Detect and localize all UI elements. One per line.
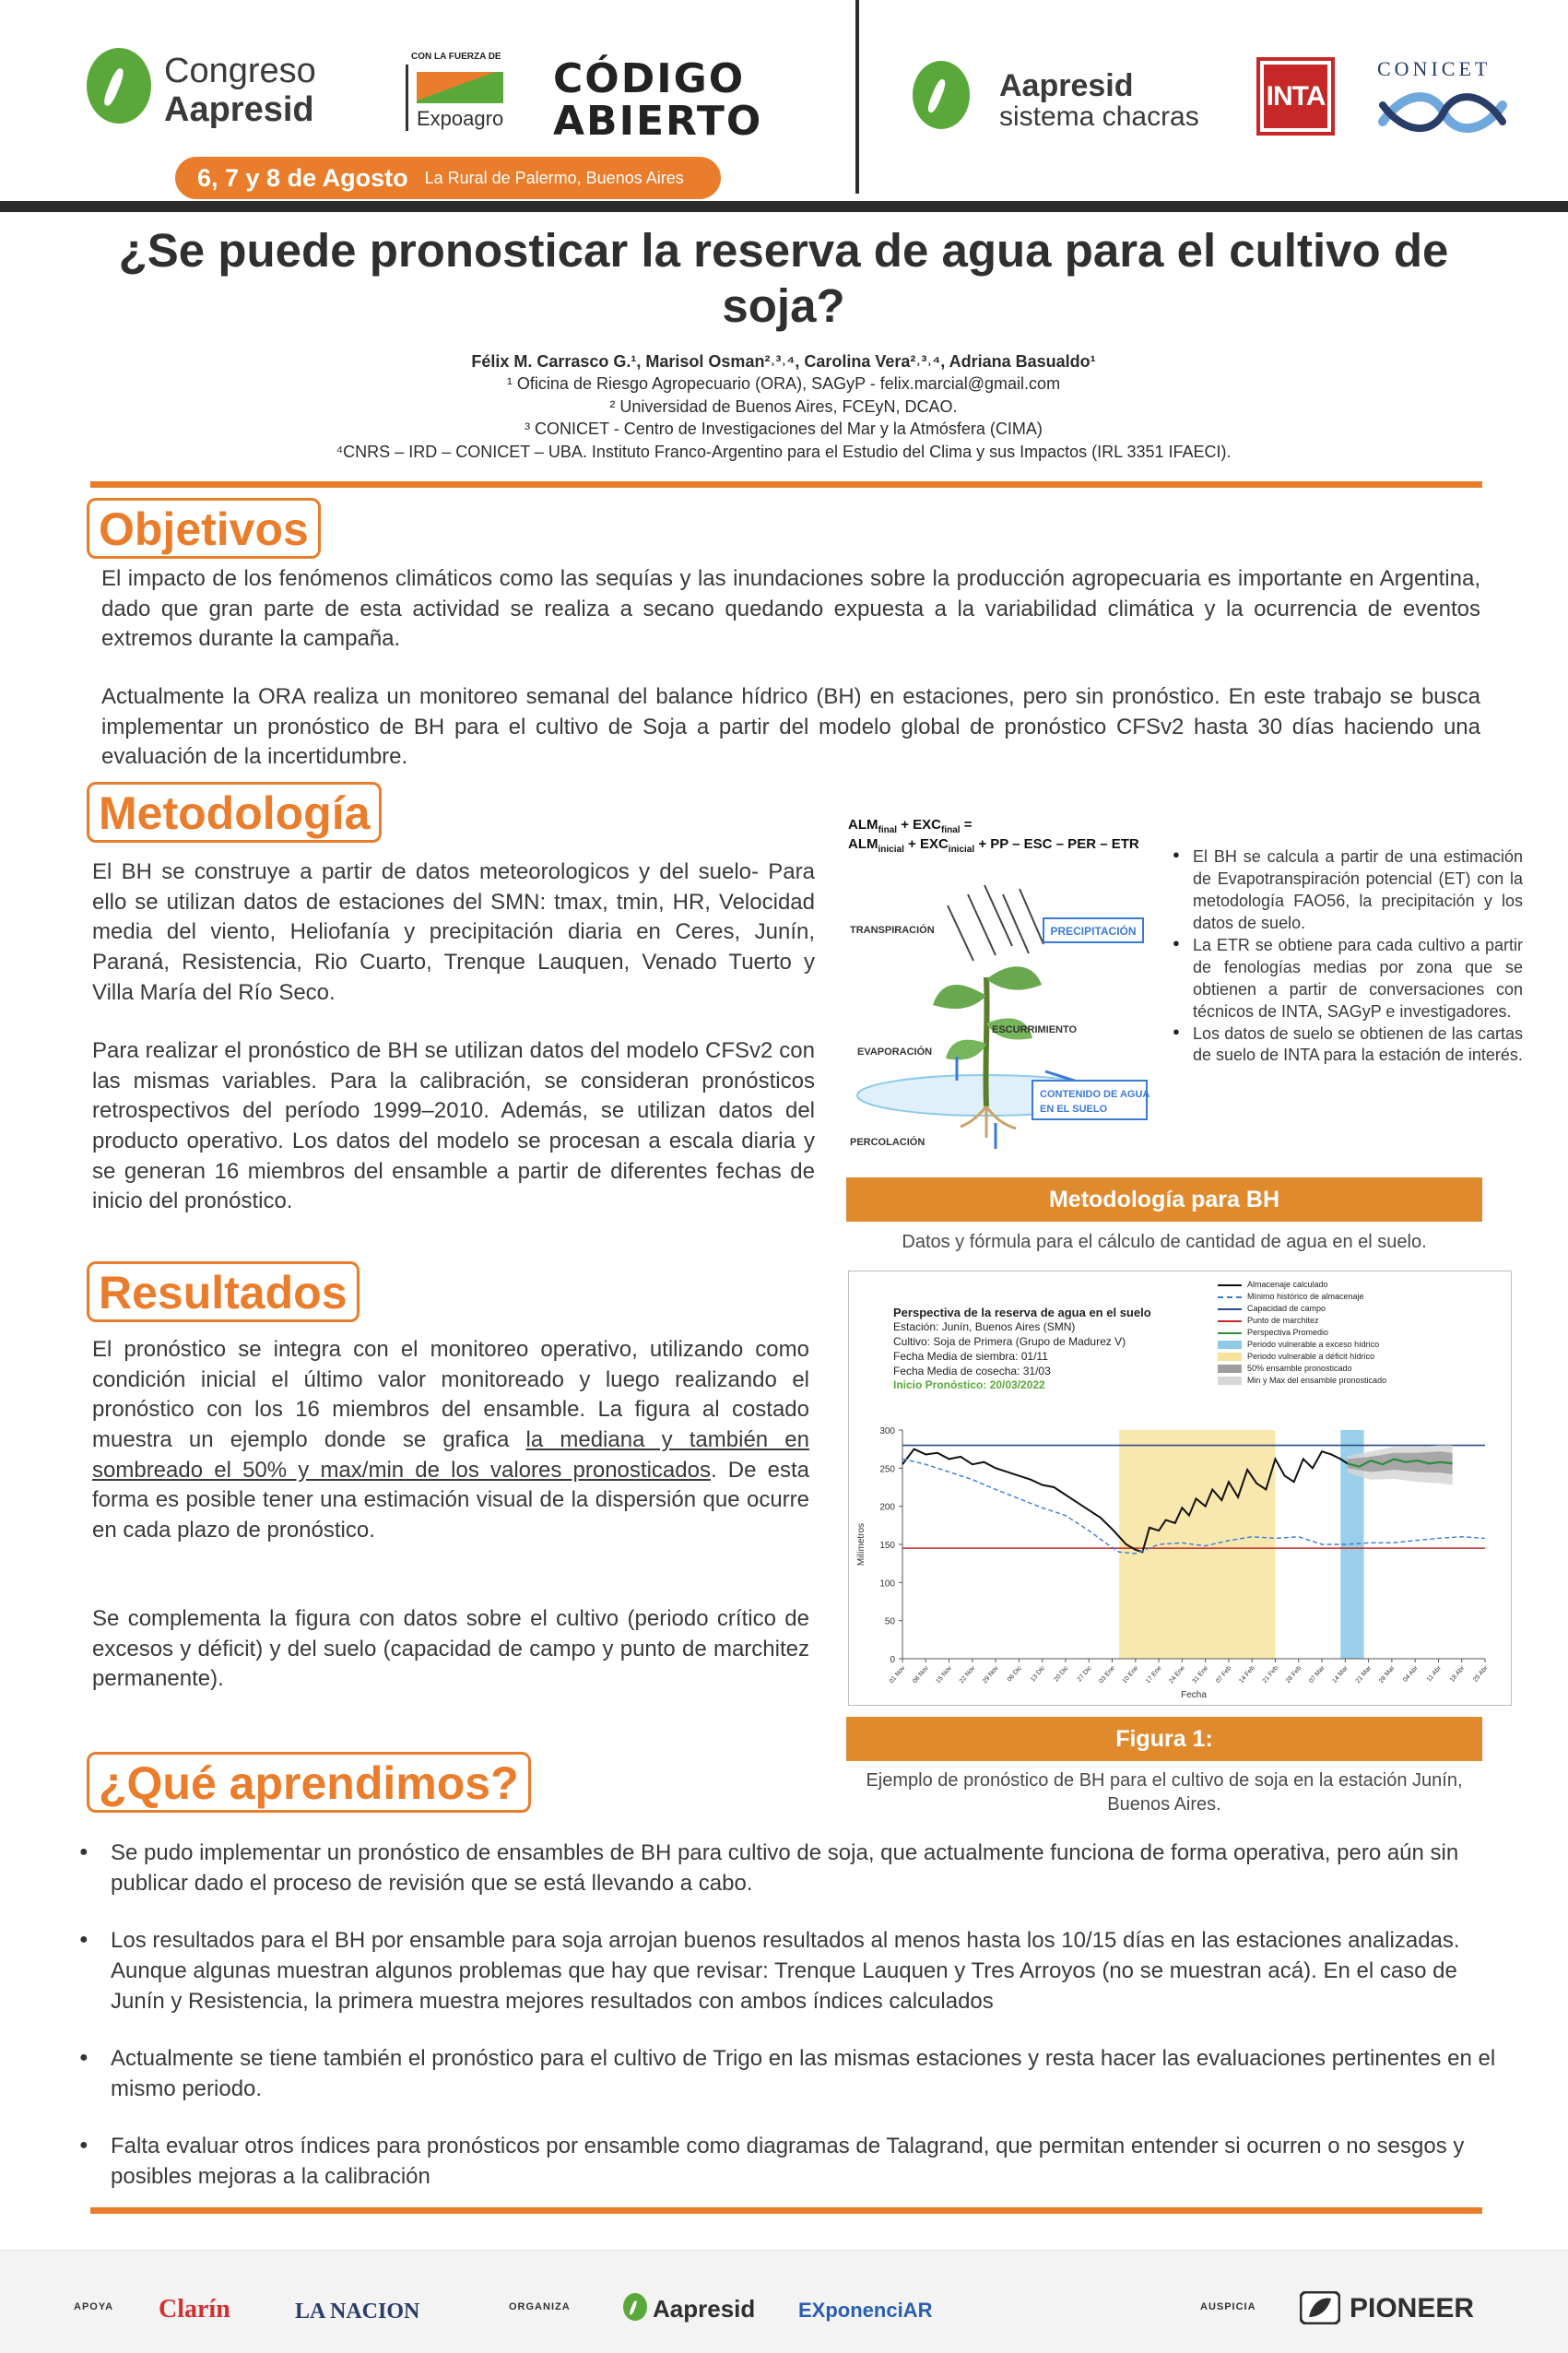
event-place: La Rural de Palermo, Buenos Aires	[424, 168, 684, 187]
legend-label: 50% ensamble pronosticado	[1247, 1364, 1352, 1373]
inta-logo-text: INTA	[1264, 65, 1327, 128]
x-tick-label: 06 Dic	[1006, 1664, 1023, 1684]
x-tick-label: 31 Ene	[1191, 1664, 1210, 1685]
aapresid-footer-logo: Aapresid	[653, 2295, 756, 2323]
x-tick-label: 21 Feb	[1261, 1664, 1280, 1685]
x-tick-label: 04 Abr	[1402, 1664, 1420, 1684]
lanacion-logo: LA NACION	[295, 2300, 420, 2323]
resultados-underlined-text: la mediana y también en sombreado el 50% y max/min de los valores pronosticados	[92, 1426, 809, 1483]
objetivos-paragraph-1: El impacto de los fenómenos climáticos como las sequías y las inundaciones sobre la producción agropecuaria es importante en Argentina, dado que gran parte de esta actividad se realiza a secano quedando expuesta a la variabilidad climática y la ocurrencia de eventos extremos durante la campaña.	[101, 566, 1480, 652]
x-tick-label: 14 Feb	[1238, 1664, 1256, 1685]
expoagro-flag-icon	[417, 72, 503, 103]
clarin-logo: Clarín	[159, 2295, 230, 2323]
apoya-label: APOYA	[74, 2301, 114, 2312]
codigo-abierto-logo	[553, 55, 763, 145]
method-figure-caption: Datos y fórmula para el cálculo de cantidad de agua en el suelo.	[902, 1232, 1427, 1252]
pioneer-logo: PIONEER	[1350, 2293, 1475, 2323]
x-tick-label: 27 Dic	[1076, 1664, 1093, 1684]
formula-term: + EXC	[897, 817, 941, 833]
legend-label: Capacidad de campo	[1247, 1304, 1326, 1313]
method-bullet: ● La ETR se obtiene para cada cultivo a partir de fenologías medias por zona que se obtienen a partir de conversaciones con técnicos de INTA, SAGyP e investigadores.	[1173, 935, 1523, 1023]
codigo-line2: ABIERTO	[553, 98, 763, 145]
label-percolacion: PERCOLACIÓN	[850, 1137, 925, 1148]
poster-title: ¿Se puede pronosticar la reserva de agua para el cultivo de soja?	[118, 224, 1449, 332]
x-tick-label: 20 Dic	[1053, 1664, 1070, 1684]
header-rule	[0, 201, 1568, 212]
expoagro-label: Expoagro	[417, 107, 504, 130]
legend-label: Periodo vulnerable a déficit hídrico	[1247, 1352, 1375, 1361]
poster-header	[0, 0, 1568, 212]
lesson-item: ● Actualmente se tiene también el pronóstico para el cultivo de Trigo en las mismas estaciones y resta hacer las evaluaciones pertinentes en el mismo periodo.	[79, 2044, 1499, 2104]
y-tick-label: 0	[890, 1655, 895, 1665]
chart-info-line: Cultivo: Soja de Primera (Grupo de Madurez V)	[893, 1334, 1126, 1348]
sistema-line2: sistema chacras	[999, 101, 1199, 132]
aprendimos-heading: ¿Qué aprendimos?	[87, 1752, 531, 1813]
sponsor-footer	[0, 2250, 1568, 2353]
y-tick-label: 100	[879, 1579, 895, 1590]
author-names: Félix M. Carrasco G.¹, Marisol Osman²˒³˒⁴, Carolina Vera²˒³˒⁴, Adriana Basualdo¹	[471, 352, 1096, 371]
formula-sub: final	[878, 825, 898, 835]
method-bullet-list	[1173, 846, 1523, 1067]
chart-forecast-start: Inicio Pronóstico: 20/03/2022	[893, 1378, 1045, 1392]
label-transpiracion: TRANSPIRACIÓN	[850, 925, 935, 936]
label-precipitacion: PRECIPITACIÓN	[1050, 925, 1137, 938]
authors-block	[92, 350, 1475, 463]
objetivos-heading: Objetivos	[87, 498, 321, 559]
formula-term: ALM	[848, 836, 878, 852]
legend-label: Periodo vulnerable a exceso hídrico	[1247, 1340, 1380, 1349]
codigo-line1: CÓDIGO	[553, 55, 746, 102]
x-tick-label: 07 Mar	[1308, 1664, 1326, 1685]
x-tick-label: 14 Mar	[1331, 1664, 1350, 1685]
congreso-line2: Aapresid	[164, 90, 314, 129]
x-tick-label: 11 Abr	[1425, 1664, 1443, 1684]
figure-1-caption: Ejemplo de pronóstico de BH para el cultivo de soja en la estación Junín, Buenos Aires.	[866, 1770, 1463, 1815]
resultados-heading: Resultados	[87, 1261, 360, 1322]
formula-sub: final	[941, 825, 961, 835]
x-tick-label: 29 Nov	[982, 1664, 1000, 1685]
y-tick-label: 250	[879, 1464, 895, 1475]
legend-label: Almacenaje calculado	[1247, 1280, 1328, 1289]
x-tick-label: 10 Ene	[1121, 1664, 1140, 1685]
event-date: 6, 7 y 8 de Agosto	[197, 163, 408, 192]
chart-info-line: Fecha Media de cosecha: 31/03	[893, 1364, 1051, 1378]
formula-sub: inicial	[878, 845, 904, 855]
conicet-logo-text: CONICET	[1377, 57, 1491, 80]
chart-plot	[849, 1271, 1511, 1705]
x-tick-label: 28 Feb	[1284, 1664, 1303, 1685]
chart-info-line: Fecha Media de siembra: 01/11	[893, 1349, 1048, 1363]
aapresid-footer-icon	[623, 2293, 647, 2321]
chart-title: Perspectiva de la reserva de agua en el suelo	[893, 1306, 1151, 1319]
resultados-text: El pronóstico se integra con el monitoreo operativo, utilizando como condición inicial el último valor monitoreado y luego realizando el pronóstico con los 16 miembros del ensamble. La figura al costado muestra un ejemplo donde se grafica	[92, 1337, 809, 1452]
reserve-forecast-chart	[848, 1271, 1512, 1706]
metodologia-heading: Metodología	[87, 782, 382, 843]
x-tick-label: 03 Ene	[1098, 1664, 1117, 1685]
lesson-item: ● Los resultados para el BH por ensamble para soja arrojan buenos resultados al menos hasta los 10/15 días en las estaciones analizadas. Aunque algunas muestran algunos problemas que hay que revisar: Trenque Lauquen y Tres Arroyos (no se muestran acá). En el caso de Junín y Resistencia, la primera muestra mejores resultados con ambos índices calculados	[79, 1926, 1499, 2016]
x-tick-label: 18 Abr	[1448, 1664, 1467, 1684]
method-figure-title: Metodología para BH	[846, 1177, 1482, 1222]
sistema-line1: Aapresid	[999, 68, 1134, 103]
metodologia-paragraph-2: Para realizar el pronóstico de BH se utilizan datos del modelo CFSv2 con las mismas variables. Para la calibración, se consideran pronósticos retrospectivos del período 1999–2010. Además, se utilizan datos del producto operativo. Los datos del modelo se procesan a escala diaria y se generan 16 miembros del ensamble a partir de diferentes fechas de inicio del pronóstico.	[92, 1038, 815, 1214]
exponencial-logo: EXponenciAR	[798, 2299, 933, 2322]
formula-term: =	[960, 817, 973, 833]
conicet-wave-icon	[1377, 89, 1508, 138]
affiliation-1: ¹ Oficina de Riesgo Agropecuario (ORA), SAGyP - felix.marcial@gmail.com	[506, 374, 1061, 394]
aapresid-drop-icon	[87, 48, 151, 124]
congreso-line1: Congreso	[164, 52, 316, 90]
x-tick-label: 25 Abr	[1472, 1664, 1490, 1684]
legend-label: Mínimo histórico de almacenaje	[1247, 1292, 1364, 1301]
x-tick-label: 21 Mar	[1354, 1664, 1373, 1685]
formula-sub: inicial	[948, 845, 975, 855]
header-divider	[855, 0, 859, 194]
resultados-text: . De esta forma es posible tener una estimación visual de la dispersión que ocurre en cada plazo de pronóstico.	[92, 1457, 809, 1543]
x-axis-label: Fecha	[1181, 1690, 1207, 1700]
resultados-paragraph-2: Se complementa la figura con datos sobre el cultivo (periodo crítico de excesos y déficit) y del suelo (capacidad de campo y punto de marchitez permanente).	[92, 1606, 809, 1692]
lesson-item: ● Se pudo implementar un pronóstico de ensambles de BH para cultivo de soja, que actualmente funciona de forma operativa, pero aún sin publicar dado el proceso de revisión que se está llevando a cabo.	[79, 1839, 1499, 1898]
label-evaporacion: EVAPORACIÓN	[857, 1046, 933, 1058]
formula-term: + EXC	[903, 836, 949, 852]
inta-logo	[1256, 57, 1335, 136]
y-tick-label: 50	[884, 1616, 895, 1627]
x-tick-label: 01 Nov	[888, 1664, 907, 1685]
y-tick-label: 200	[879, 1502, 895, 1513]
objetivos-paragraph-2: Actualmente la ORA realiza un monitoreo semanal del balance hídrico (BH) en estaciones, pero sin pronóstico. En este trabajo se busca implementar un pronóstico de BH para el cultivo de Soja a partir del modelo global de pronóstico CFSv2 hasta 30 días haciendo una evaluación de la incertidumbre.	[101, 684, 1480, 770]
x-tick-label: 17 Ene	[1144, 1664, 1163, 1685]
legend-label: Punto de marchitez	[1247, 1316, 1319, 1325]
sistema-chacras-drop-icon	[913, 61, 970, 129]
lesson-item: ● Falta evaluar otros índices para pronósticos por ensamble como diagramas de Talagrand, que permitan entender si ocurren o no sesgos y posibles mejoras a la calibración	[79, 2132, 1499, 2192]
event-date-pill	[175, 157, 721, 199]
pioneer-leaf-icon	[1300, 2291, 1340, 2324]
x-tick-label: 22 Nov	[958, 1664, 977, 1685]
x-tick-label: 08 Nov	[912, 1664, 930, 1685]
affiliation-4: ⁴CNRS – IRD – CONICET – UBA. Instituto Franco-Argentino para el Estudio del Clima y sus Impactos (IRL 3351 IFAECI).	[336, 442, 1232, 461]
figure-1-title: Figura 1:	[846, 1717, 1482, 1761]
y-axis-label: Milímetros	[856, 1522, 867, 1567]
y-tick-label: 150	[879, 1541, 895, 1551]
water-balance-illustration	[848, 876, 1161, 1153]
x-tick-label: 13 Dic	[1030, 1664, 1047, 1684]
label-contenido-1: CONTENIDO DE AGUA	[1040, 1089, 1150, 1100]
closing-rule	[90, 2207, 1482, 2214]
label-escurrimiento: ESCURRIMIENTO	[992, 1024, 1078, 1035]
lessons-list	[79, 1839, 1499, 2220]
y-tick-label: 300	[879, 1426, 895, 1437]
title-rule	[90, 481, 1482, 488]
x-tick-label: 24 Ene	[1168, 1664, 1186, 1685]
formula-term: ALM	[848, 817, 878, 833]
method-bullet: ● Los datos de suelo se obtienen de las cartas de suelo de INTA para la estación de interés.	[1173, 1023, 1523, 1068]
x-tick-label: 07 Feb	[1215, 1664, 1233, 1685]
affiliation-3: ³ CONICET - Centro de Investigaciones del Mar y la Atmósfera (CIMA)	[525, 420, 1043, 439]
x-tick-label: 28 Mar	[1378, 1664, 1397, 1685]
legend-label: Min y Max del ensamble pronosticado	[1247, 1376, 1387, 1385]
metodologia-paragraph-1: El BH se construye a partir de datos meteorologicos y del suelo- Para ello se utilizan datos de estaciones del SMN: tmax, tmin, HR, Velocidad media del viento, Heliofanía y precipitación diaria en Ceres, Junín, Paraná, Resistencia, Rio Cuarto, Trenque Lauquen, Venado Tuerto y Villa María del Río Seco.	[92, 859, 815, 1005]
affiliation-2: ² Universidad de Buenos Aires, FCEyN, DCAO.	[609, 396, 958, 416]
x-tick-label: 15 Nov	[935, 1664, 954, 1685]
legend-label: Perspectiva Promedio	[1247, 1328, 1329, 1337]
organiza-label: ORGANIZA	[509, 2301, 571, 2312]
formula-term: + PP – ESC – PER – ETR	[974, 836, 1139, 852]
chart-info-line: Estación: Junín, Buenos Aires (SMN)	[893, 1320, 1076, 1334]
divider	[406, 65, 408, 131]
method-bullet: ● El BH se calcula a partir de una estimación de Evapotranspiración potencial (ET) con la metodología FAO56, la precipitación y los datos de suelo.	[1173, 846, 1523, 935]
resultados-paragraph-1	[92, 1335, 809, 1545]
label-contenido-2: EN EL SUELO	[1040, 1104, 1108, 1115]
auspicia-label: AUSPICIA	[1200, 2301, 1256, 2312]
water-balance-formula	[848, 817, 1139, 856]
con-la-fuerza-label: CON LA FUERZA DE	[411, 52, 501, 62]
